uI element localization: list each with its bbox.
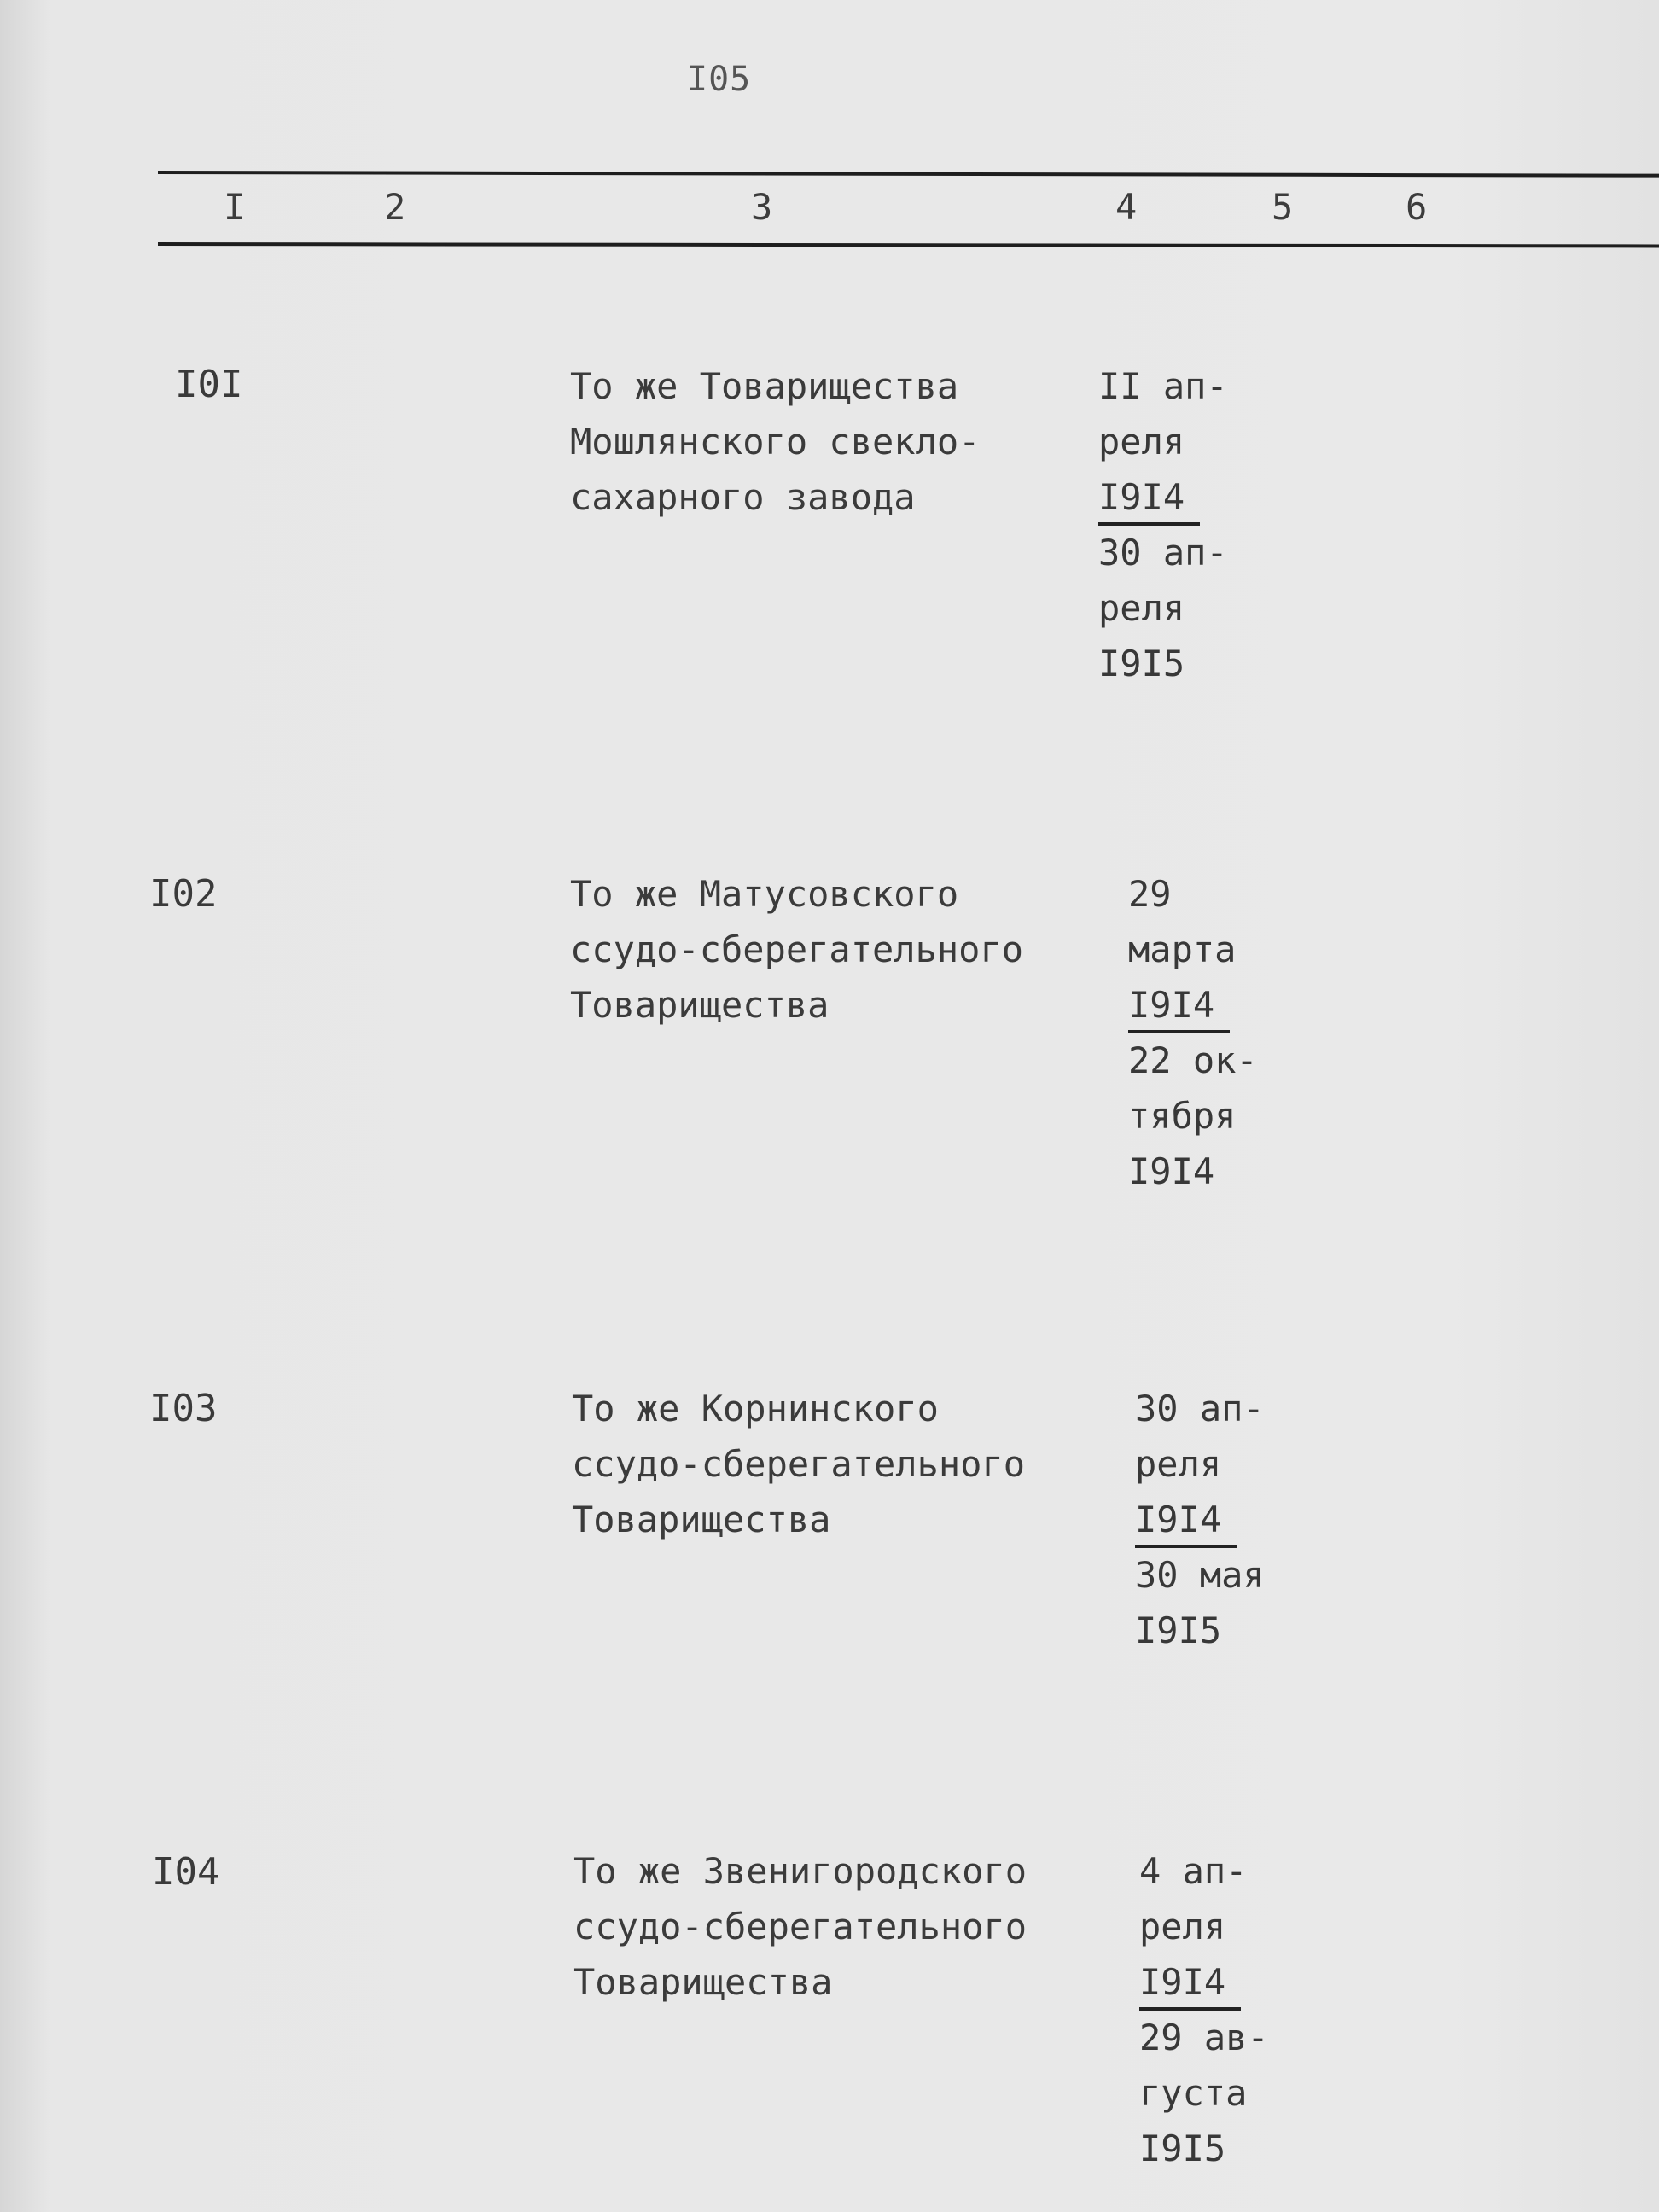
column-header-3: 3 [751,186,773,228]
entry-description [570,866,1023,1033]
start-year: I9I4 [1139,1958,1241,2011]
entry-description [572,1381,1025,1547]
end-date-line: реля [1098,587,1185,629]
entry-number: I04 [152,1850,220,1894]
start-date-line: реля [1139,1906,1226,1947]
start-year: I9I4 [1098,473,1200,526]
start-date-line: II ап- [1098,365,1228,407]
description-line: Товарищества [572,1499,831,1540]
end-date-line: 29 ав- [1139,2017,1269,2058]
description-line: То же Матусовского [570,873,959,915]
column-header-5: 5 [1272,186,1294,228]
page-number: I05 [687,60,752,99]
description-line: Мошлянского свекло- [570,421,981,463]
entry-description [570,358,980,525]
entry-dates [1135,1381,1265,1658]
entry-number: I02 [149,872,218,916]
description-line: То же Товарищества [570,365,959,407]
column-header-2: 2 [384,186,406,228]
entry-dates [1139,1843,1269,2176]
table-header-bottom-rule [158,242,1659,247]
entry-number: I0I [175,363,243,406]
description-line: То же Корнинского [572,1388,939,1429]
description-line: ссудо-сберегательного [572,1443,1026,1485]
end-date-line: тября [1128,1095,1237,1137]
column-header-4: 4 [1115,186,1138,228]
end-date-line: I9I5 [1098,643,1185,684]
description-line: сахарного завода [570,476,916,518]
end-date-line: густа [1139,2072,1248,2114]
start-date-line: реля [1135,1443,1222,1485]
description-line: Товарищества [573,1961,833,2003]
description-line: То же Звенигородского [573,1850,1027,1892]
column-header-6: 6 [1406,186,1428,228]
end-date-line: I9I5 [1135,1610,1222,1651]
end-date-line: 30 ап- [1098,532,1228,573]
entry-description [573,1843,1027,2010]
description-line: ссудо-сберегательного [573,1906,1027,1947]
entry-dates [1128,866,1258,1199]
table-header-top-rule [158,171,1659,178]
description-line: ссудо-сберегательного [570,928,1024,970]
end-date-line: I9I5 [1139,2128,1226,2169]
entry-dates [1098,358,1228,691]
start-date-line: 4 ап- [1139,1850,1248,1892]
start-year: I9I4 [1128,981,1230,1033]
start-year: I9I4 [1135,1495,1237,1548]
start-date-line: 29 [1128,873,1172,915]
column-header-1: I [224,186,246,228]
end-date-line: 22 ок- [1128,1039,1258,1081]
start-date-line: реля [1098,421,1185,463]
entry-number: I03 [149,1387,218,1430]
start-date-line: марта [1128,928,1237,970]
end-date-line: I9I4 [1128,1150,1215,1192]
description-line: Товарищества [570,984,830,1026]
start-date-line: 30 ап- [1135,1388,1265,1429]
end-date-line: 30 мая [1135,1554,1265,1596]
